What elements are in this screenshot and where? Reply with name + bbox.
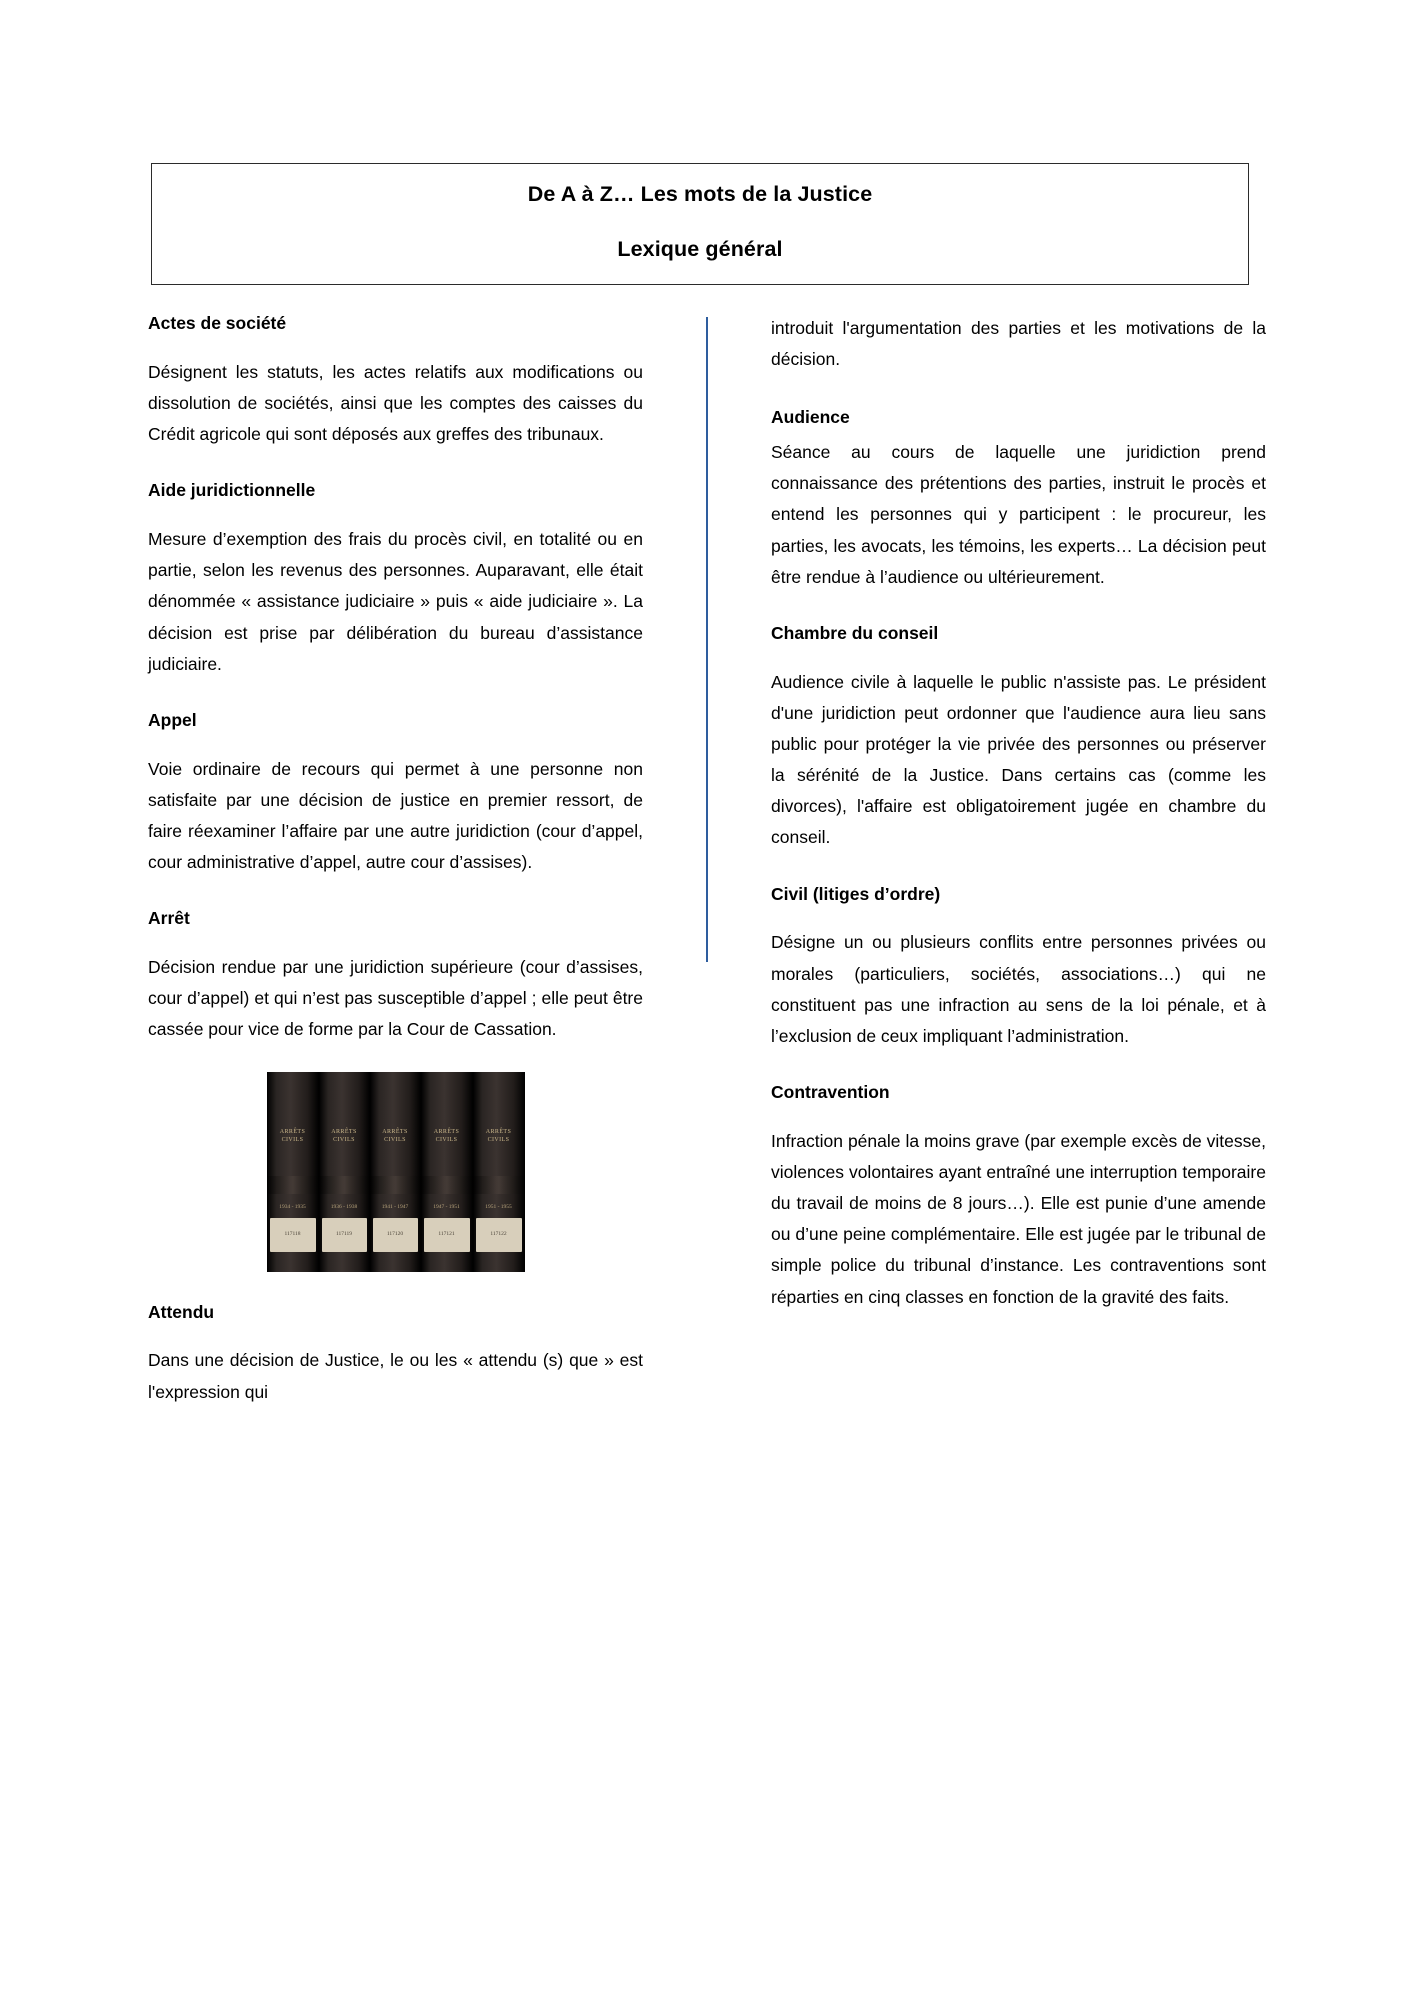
- book-spine: [473, 1072, 525, 1272]
- spine-title: ARRÊTS CIVILS: [279, 1128, 306, 1143]
- term-heading-audience: Audience: [771, 407, 850, 428]
- spine-years: 1941 - 1947: [381, 1203, 409, 1210]
- term-definition-arret: Décision rendue par une juridiction supérieure (cour d’assises, cour d’appel) et qui n’est pas susceptible d’appel ; elle peut être cassée pour vice de forme par la Cour de Cassation.: [148, 957, 643, 1040]
- spine-title: ARRÊTS CIVILS: [331, 1128, 357, 1143]
- left-column: [148, 313, 643, 1438]
- spine-label: [476, 1218, 522, 1252]
- page-subtitle: Lexique général: [617, 237, 783, 261]
- spine-title: ARRÊTS CIVILS: [433, 1128, 460, 1143]
- continuation-text: introduit l'argumentation des parties et les motivations de la décision.: [771, 318, 1266, 370]
- two-column-body: [148, 313, 1266, 1438]
- term-definition-chambre-du-conseil: Audience civile à laquelle le public n'assiste pas. Le président d'une juridiction peut ordonner que l'audience aura lieu sans public pour protéger la vie privée des personnes ou préserver la sérénité de la Justice. Dans certains cas (comme les divorces), l'affaire est obligatoirement jugée en chambre du conseil.: [771, 671, 1266, 848]
- term-definition-contravention: Infraction pénale la moins grave (par exemple excès de vitesse, violences volontaires ayant entraîné une interruption temporaire du travail de moins de 8 jours…). Elle est punie d’une amende ou d’une peine complémentaire. Elle est jugée par le tribunal de simple police du tribunal d’instance. Les contraventions sont réparties en cinq classes en fonction de la gravité des faits.: [771, 1130, 1266, 1307]
- term-heading-arret: Arrêt: [148, 908, 190, 929]
- book-spine: [421, 1072, 474, 1272]
- book-spine: [319, 1072, 371, 1272]
- spine-label: [424, 1218, 470, 1252]
- vertical-rule: [706, 317, 708, 962]
- column-divider: [643, 313, 771, 1438]
- right-column: [771, 313, 1266, 1438]
- document-title-box: [151, 163, 1249, 285]
- spine-band: [370, 1176, 421, 1194]
- spine-years: 1936 - 1938: [330, 1203, 358, 1210]
- term-definition-actes-de-societe: Désignent les statuts, les actes relatifs aux modifications ou dissolution de sociétés, ainsi que les comptes des caisses du Crédit agricole qui sont déposés aux greffes des tribunaux.: [148, 361, 643, 445]
- spine-band: [319, 1176, 370, 1194]
- spine-title: ARRÊTS CIVILS: [485, 1128, 512, 1143]
- spine-years: 1934 - 1935: [279, 1203, 306, 1210]
- spine-years: 1951 - 1955: [485, 1203, 512, 1210]
- spine-number: 117122: [490, 1230, 507, 1237]
- term-heading-attendu: Attendu: [148, 1301, 215, 1322]
- term-definition-appel: Voie ordinaire de recours qui permet à une personne non satisfaite par une décision de justice en premier ressort, de faire réexaminer l’affaire par une autre juridiction (cour d’appel, cour administrative d’appel, autre cour d’assises).: [148, 758, 643, 873]
- term-heading-civil-litiges-dordre: Civil (litiges d’ordre): [771, 883, 941, 904]
- spine-label: [322, 1218, 367, 1252]
- spine-band: [421, 1176, 473, 1194]
- book-spine: [267, 1072, 320, 1272]
- book-spine: [370, 1072, 422, 1272]
- term-heading-contravention: Contravention: [771, 1082, 890, 1103]
- book-spines-photo: [267, 1072, 525, 1272]
- term-heading-appel: Appel: [148, 709, 197, 730]
- spine-label: [373, 1218, 418, 1252]
- term-definition-audience: Séance au cours de laquelle une juridiction prend connaissance des prétentions des parties, instruit le procès et entend les personnes qui y participent : le procureur, les parties, les avocats, les témoins, les experts… La décision peut être rendue à l’audience ou ultérieurement.: [771, 442, 1266, 587]
- term-definition-attendu: Dans une décision de Justice, le ou les « attendu (s) que » est l'expression qui: [148, 1350, 643, 1402]
- spine-number: 117120: [386, 1230, 404, 1237]
- page-content: [148, 163, 1266, 1438]
- page-title: De A à Z… Les mots de la Justice: [527, 182, 873, 206]
- spine-number: 117118: [284, 1230, 301, 1237]
- term-heading-aide-juridictionnelle: Aide juridictionnelle: [148, 480, 316, 501]
- spine-band: [473, 1176, 525, 1194]
- term-definition-civil-litiges-dordre: Désigne un ou plusieurs conflits entre personnes privées ou morales (particuliers, sociétés, associations…) qui ne constituent pas une infraction au sens de la loi pénale, et à l’exclusion de ceux impliquant l’administration.: [771, 932, 1266, 1046]
- term-definition-aide-juridictionnelle: Mesure d’exemption des frais du procès civil, en totalité ou en partie, selon les revenus des personnes. Auparavant, elle était dénommée « assistance judiciaire » puis « aide judiciaire ». La décision est prise par délibération du bureau d’assistance judiciaire.: [148, 529, 643, 674]
- spine-number: 117121: [438, 1230, 455, 1237]
- spine-years: 1947 - 1951: [433, 1203, 460, 1210]
- spine-title: ARRÊTS CIVILS: [382, 1128, 408, 1143]
- spine-band: [267, 1176, 319, 1194]
- term-heading-actes-de-societe: Actes de société: [148, 313, 287, 333]
- spine-label: [270, 1218, 316, 1252]
- spine-number: 117119: [335, 1230, 353, 1237]
- term-heading-chambre-du-conseil: Chambre du conseil: [771, 622, 939, 643]
